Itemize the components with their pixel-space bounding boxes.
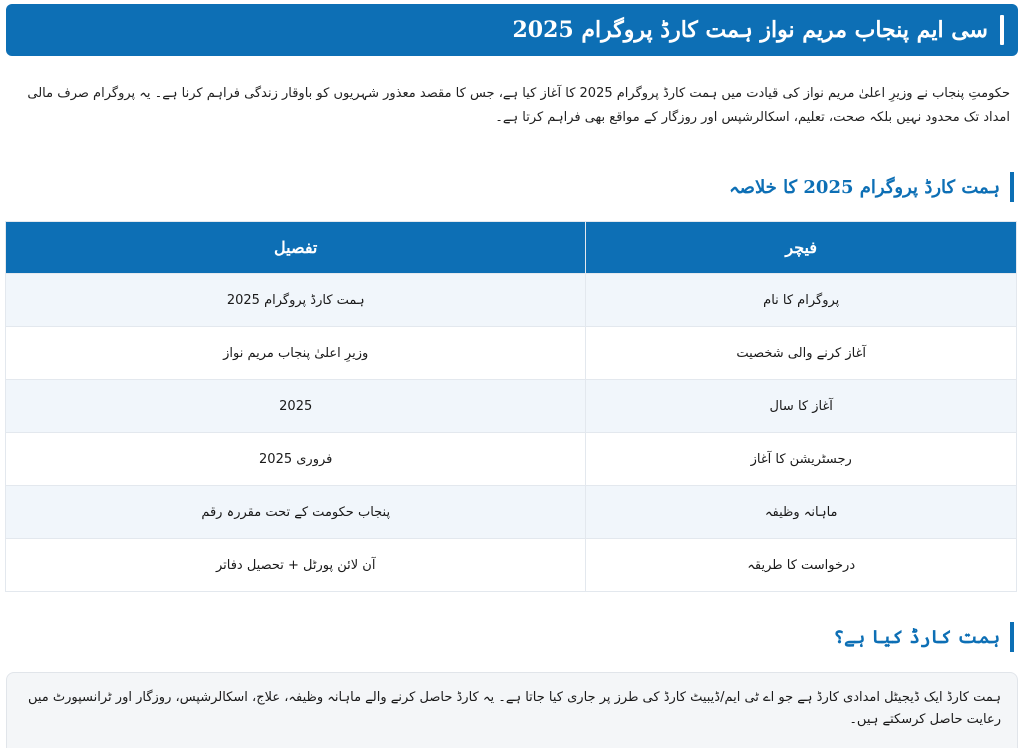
info-card [6,672,1018,748]
cell-detail: 2025 [6,380,586,433]
column-header-detail: تفصیل [6,222,586,274]
cell-feature: درخواست کا طریقہ [586,539,1017,592]
cell-feature: آغاز کا سال [586,380,1017,433]
cell-detail: فروری 2025 [6,433,586,486]
summary-heading [729,170,1014,204]
intro-paragraph: حکومتِ پنجاب نے وزیرِ اعلیٰ مریم نواز کی قیادت میں ہمت کارڈ پروگرام 2025 کا آغاز کیا ہے، جس کا مقصد معذور شہریوں کو باوقار زندگی فراہم کرنا ہے۔ یہ پروگرام صرف مالی امداد تک محدود نہیں بلکہ صحت، تعلیم، اسکالرشپس اور روزگار کے مواقع بھی فراہم کرتا ہے۔ [27,86,1010,125]
info-card-text: ہمت کارڈ ایک ڈیجیٹل امدادی کارڈ ہے جو اے ٹی ایم/ڈیبیٹ کارڈ کی طرز پر جاری کیا جاتا ہے۔ یہ کارڈ حاصل کرنے والے ماہانہ وظیفہ، علاج، اسکالرشپس، روزگار اور ٹرانسپورٹ میں رعایت حاصل کرسکتے ہیں۔ [27,690,1001,727]
column-header-feature: فیچر [586,222,1017,274]
table-row [6,274,1017,327]
title-accent-bar [1000,15,1004,45]
summary-heading-text: ہمت کارڈ پروگرام 2025 کا خلاصہ [729,176,1000,198]
cell-detail: وزیرِ اعلیٰ پنجاب مریم نواز [6,327,586,380]
cell-detail: آن لائن پورٹل + تحصیل دفاتر [6,539,586,592]
page-title: سی ایم پنجاب مریم نواز ہمت کارڈ پروگرام 2025 [512,17,988,43]
table-row [6,486,1017,539]
page-title-bar [6,4,1018,56]
table-header-row [6,222,1017,274]
cell-feature: رجسٹریشن کا آغاز [586,433,1017,486]
heading-accent-bar [1010,172,1014,202]
summary-table [5,221,1017,592]
cell-detail: ہمت کارڈ پروگرام 2025 [6,274,586,327]
what-is-heading-text: ہمت کارڈ کیا ہے؟ [833,626,1000,648]
table-row [6,380,1017,433]
cell-detail: پنجاب حکومت کے تحت مقررہ رقم [6,486,586,539]
cell-feature: آغاز کرنے والی شخصیت [586,327,1017,380]
what-is-heading [834,620,1014,654]
table-row [6,433,1017,486]
table-row [6,539,1017,592]
cell-feature: ماہانہ وظیفہ [586,486,1017,539]
table-row [6,327,1017,380]
heading-accent-bar [1010,622,1014,652]
cell-feature: پروگرام کا نام [586,274,1017,327]
